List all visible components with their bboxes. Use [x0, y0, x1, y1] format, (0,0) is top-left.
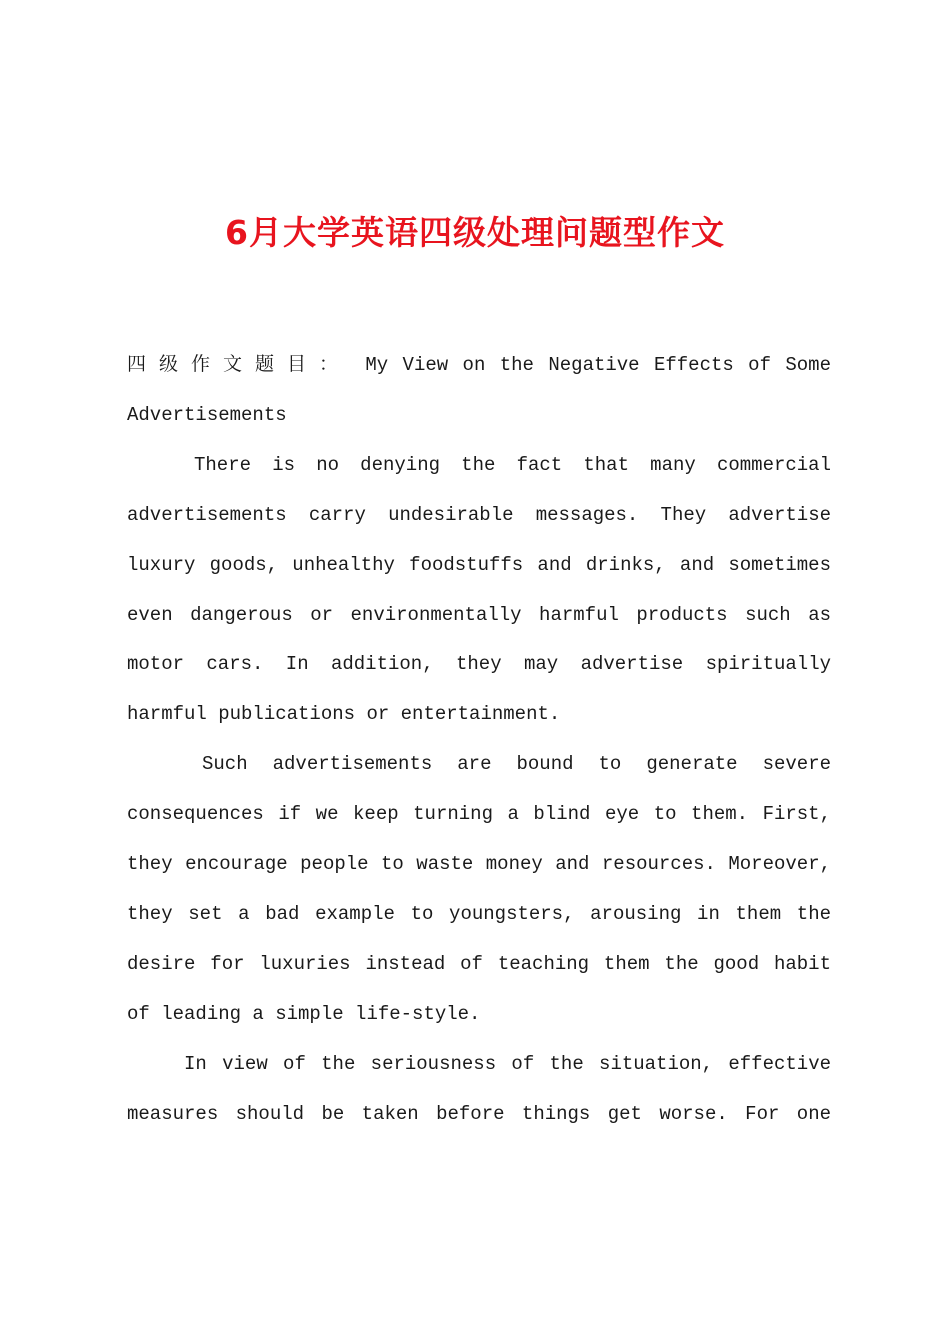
topic-text: My View on the Negative Effects of Some Advertisements — [127, 354, 831, 426]
document-body — [127, 340, 831, 1140]
topic-label: 四级作文题目： — [127, 353, 351, 375]
paragraph-1: There is no denying the fact that many commercial advertisements carry undesirable messages. They advertise luxury goods, unhealthy foodstuffs and drinks, and sometimes even dangerous or environmentally harmful products such as motor cars. In addition, they may advertise spiritually harmful publications or entertainment. — [127, 453, 831, 726]
document-title: 6月大学英语四级处理问题型作文 — [225, 213, 725, 252]
paragraph-3: In view of the seriousness of the situation, effective measures should be taken before things get worse. For one — [127, 1052, 831, 1125]
paragraph-2: Such advertisements are bound to generate severe consequences if we keep turning a blind eye to them. First, they encourage people to waste money and resources. Moreover, they set a bad example to youngsters, arousing in them the desire for luxuries instead of teaching them the good habit of leading a simple life-style. — [127, 753, 831, 1025]
essay-topic — [127, 340, 831, 441]
